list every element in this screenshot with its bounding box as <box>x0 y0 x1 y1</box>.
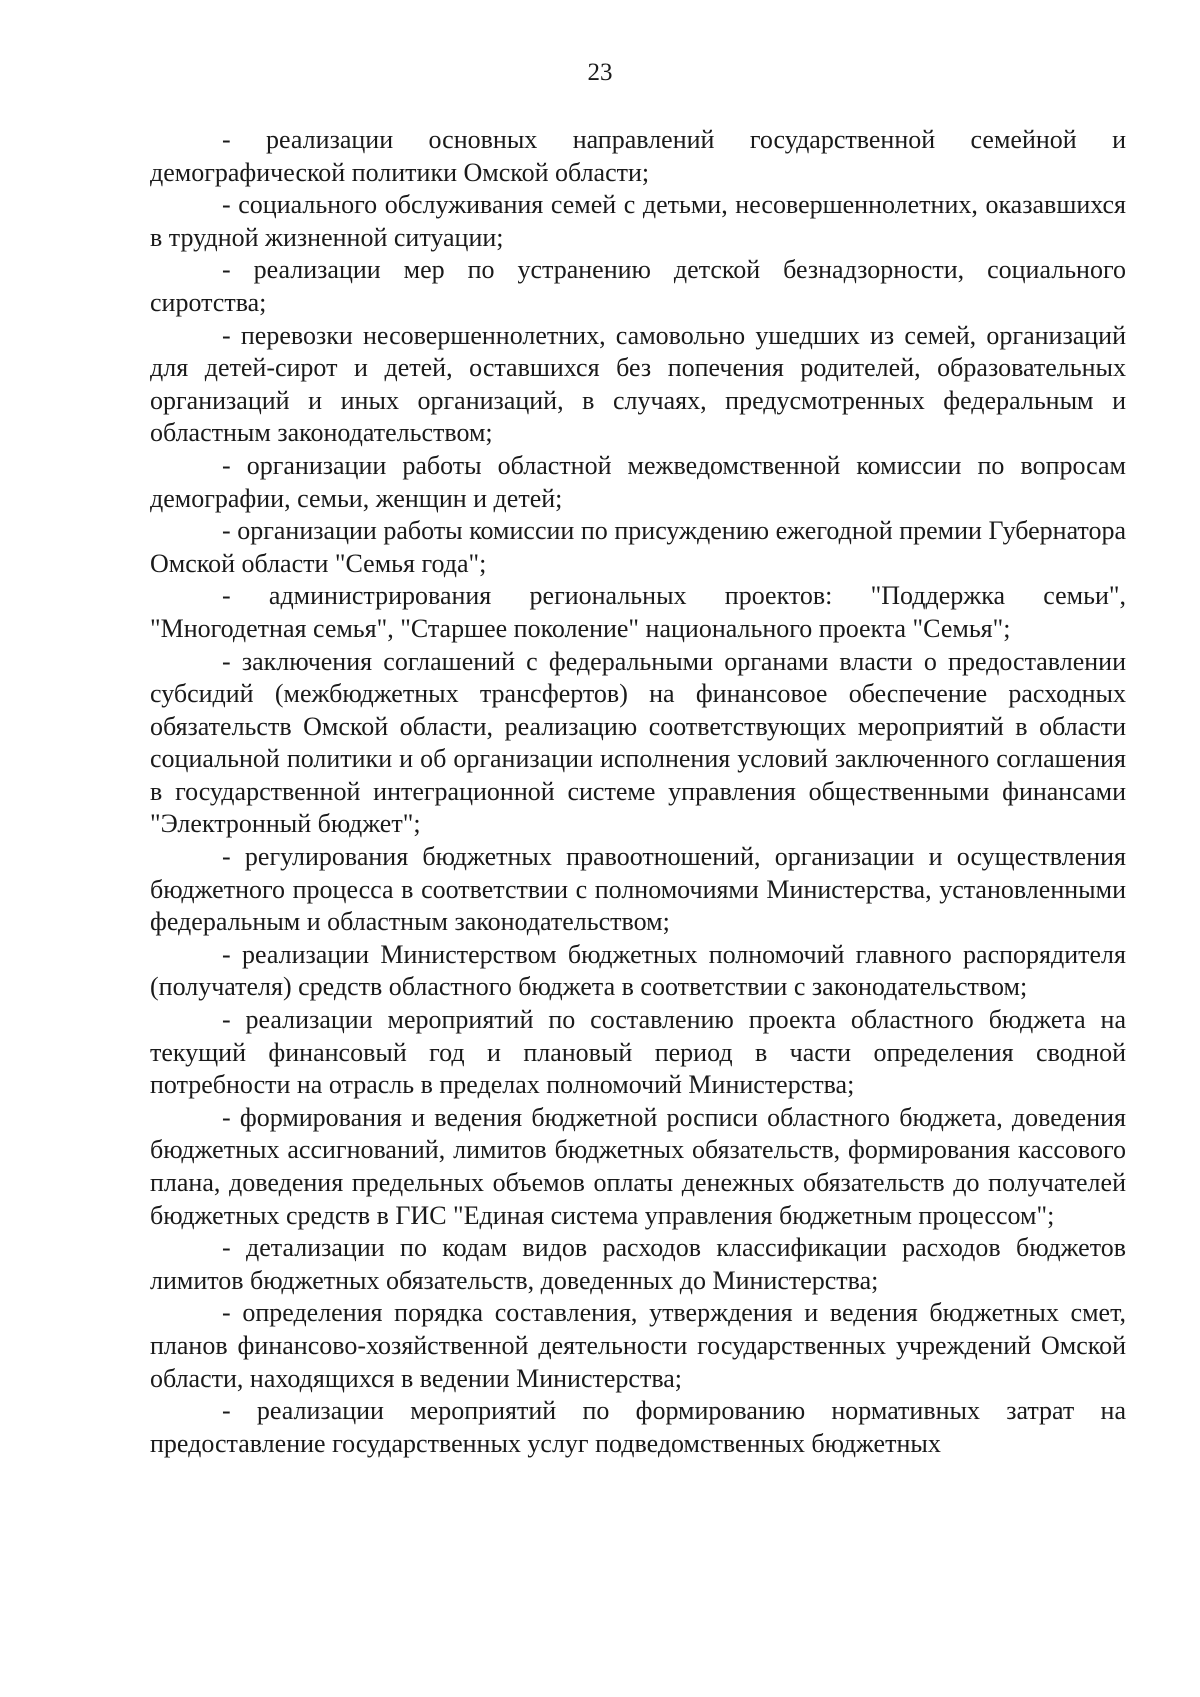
paragraph-6: - организации работы комиссии по присуждению ежегодной премии Губернатора Омской области "Семья года"; <box>150 516 1126 578</box>
paragraph-2: - социального обслуживания семей с детьми, несовершеннолетних, оказавшихся в трудной жизненной ситуации; <box>150 190 1126 252</box>
paragraph-13: - детализации по кодам видов расходов классификации расходов бюджетов лимитов бюджетных обязательств, доведенных до Министерства; <box>150 1233 1126 1295</box>
paragraph-4: - перевозки несовершеннолетних, самовольно ушедших из семей, организаций для детей-сирот и детей, оставшихся без попечения родителей, образовательных организаций и иных организаций, в случаях, предусмотренных федеральным и областным законодательством; <box>150 320 1126 448</box>
paragraph-3: - реализации мер по устранению детской безнадзорности, социального сиротства; <box>150 255 1126 317</box>
paragraph-10: - реализации Министерством бюджетных полномочий главного распорядителя (получателя) средств областного бюджета в соответствии с законодательством; <box>150 939 1126 1002</box>
paragraph-8: - заключения соглашений с федеральными органами власти о предоставлении субсидий (межбюджетных трансфертов) на финансовое обеспечение расходных обязательств Омской области, реализацию соответствующих мероприятий в области социальной политики и об организации исполнения условий заключенного соглашения в государственной интеграционной системе управления общественными финансами "Электронный бюджет"; <box>150 646 1126 839</box>
paragraph-1: - реализации основных направлений государственной семейной и демографической политики Омской области; <box>150 125 1126 187</box>
paragraph-9: - регулирования бюджетных правоотношений, организации и осуществления бюджетного процесса в соответствии с полномочиями Министерства, установленными федеральным и областным законодательством; <box>150 842 1126 937</box>
paragraph-7: - администрирования региональных проектов: "Поддержка семьи", "Многодетная семья", "Старшее поколение" национального проекта "Семья"; <box>150 581 1126 643</box>
page-number: 23 <box>587 59 613 86</box>
paragraph-15: - реализации мероприятий по формированию нормативных затрат на предоставление государственных услуг подведомственных бюджетных <box>150 1396 1126 1458</box>
document-body <box>150 124 1126 1460</box>
paragraph-5: - организации работы областной межведомственной комиссии по вопросам демографии, семьи, женщин и детей; <box>150 450 1126 513</box>
paragraph-11: - реализации мероприятий по составлению проекта областного бюджета на текущий финансовый год и плановый период в части определения сводной потребности на отрасль в пределах полномочий Министерства; <box>150 1005 1126 1100</box>
paragraph-14: - определения порядка составления, утверждения и ведения бюджетных смет, планов финансово-хозяйственной деятельности государственных учреждений Омской области, находящихся в ведении Министерства; <box>150 1298 1126 1393</box>
paragraph-12: - формирования и ведения бюджетной росписи областного бюджета, доведения бюджетных ассигнований, лимитов бюджетных обязательств, формирования кассового плана, доведения предельных объемов оплаты денежных обязательств до получателей бюджетных средств в ГИС "Единая система управления бюджетным процессом"; <box>150 1102 1126 1230</box>
